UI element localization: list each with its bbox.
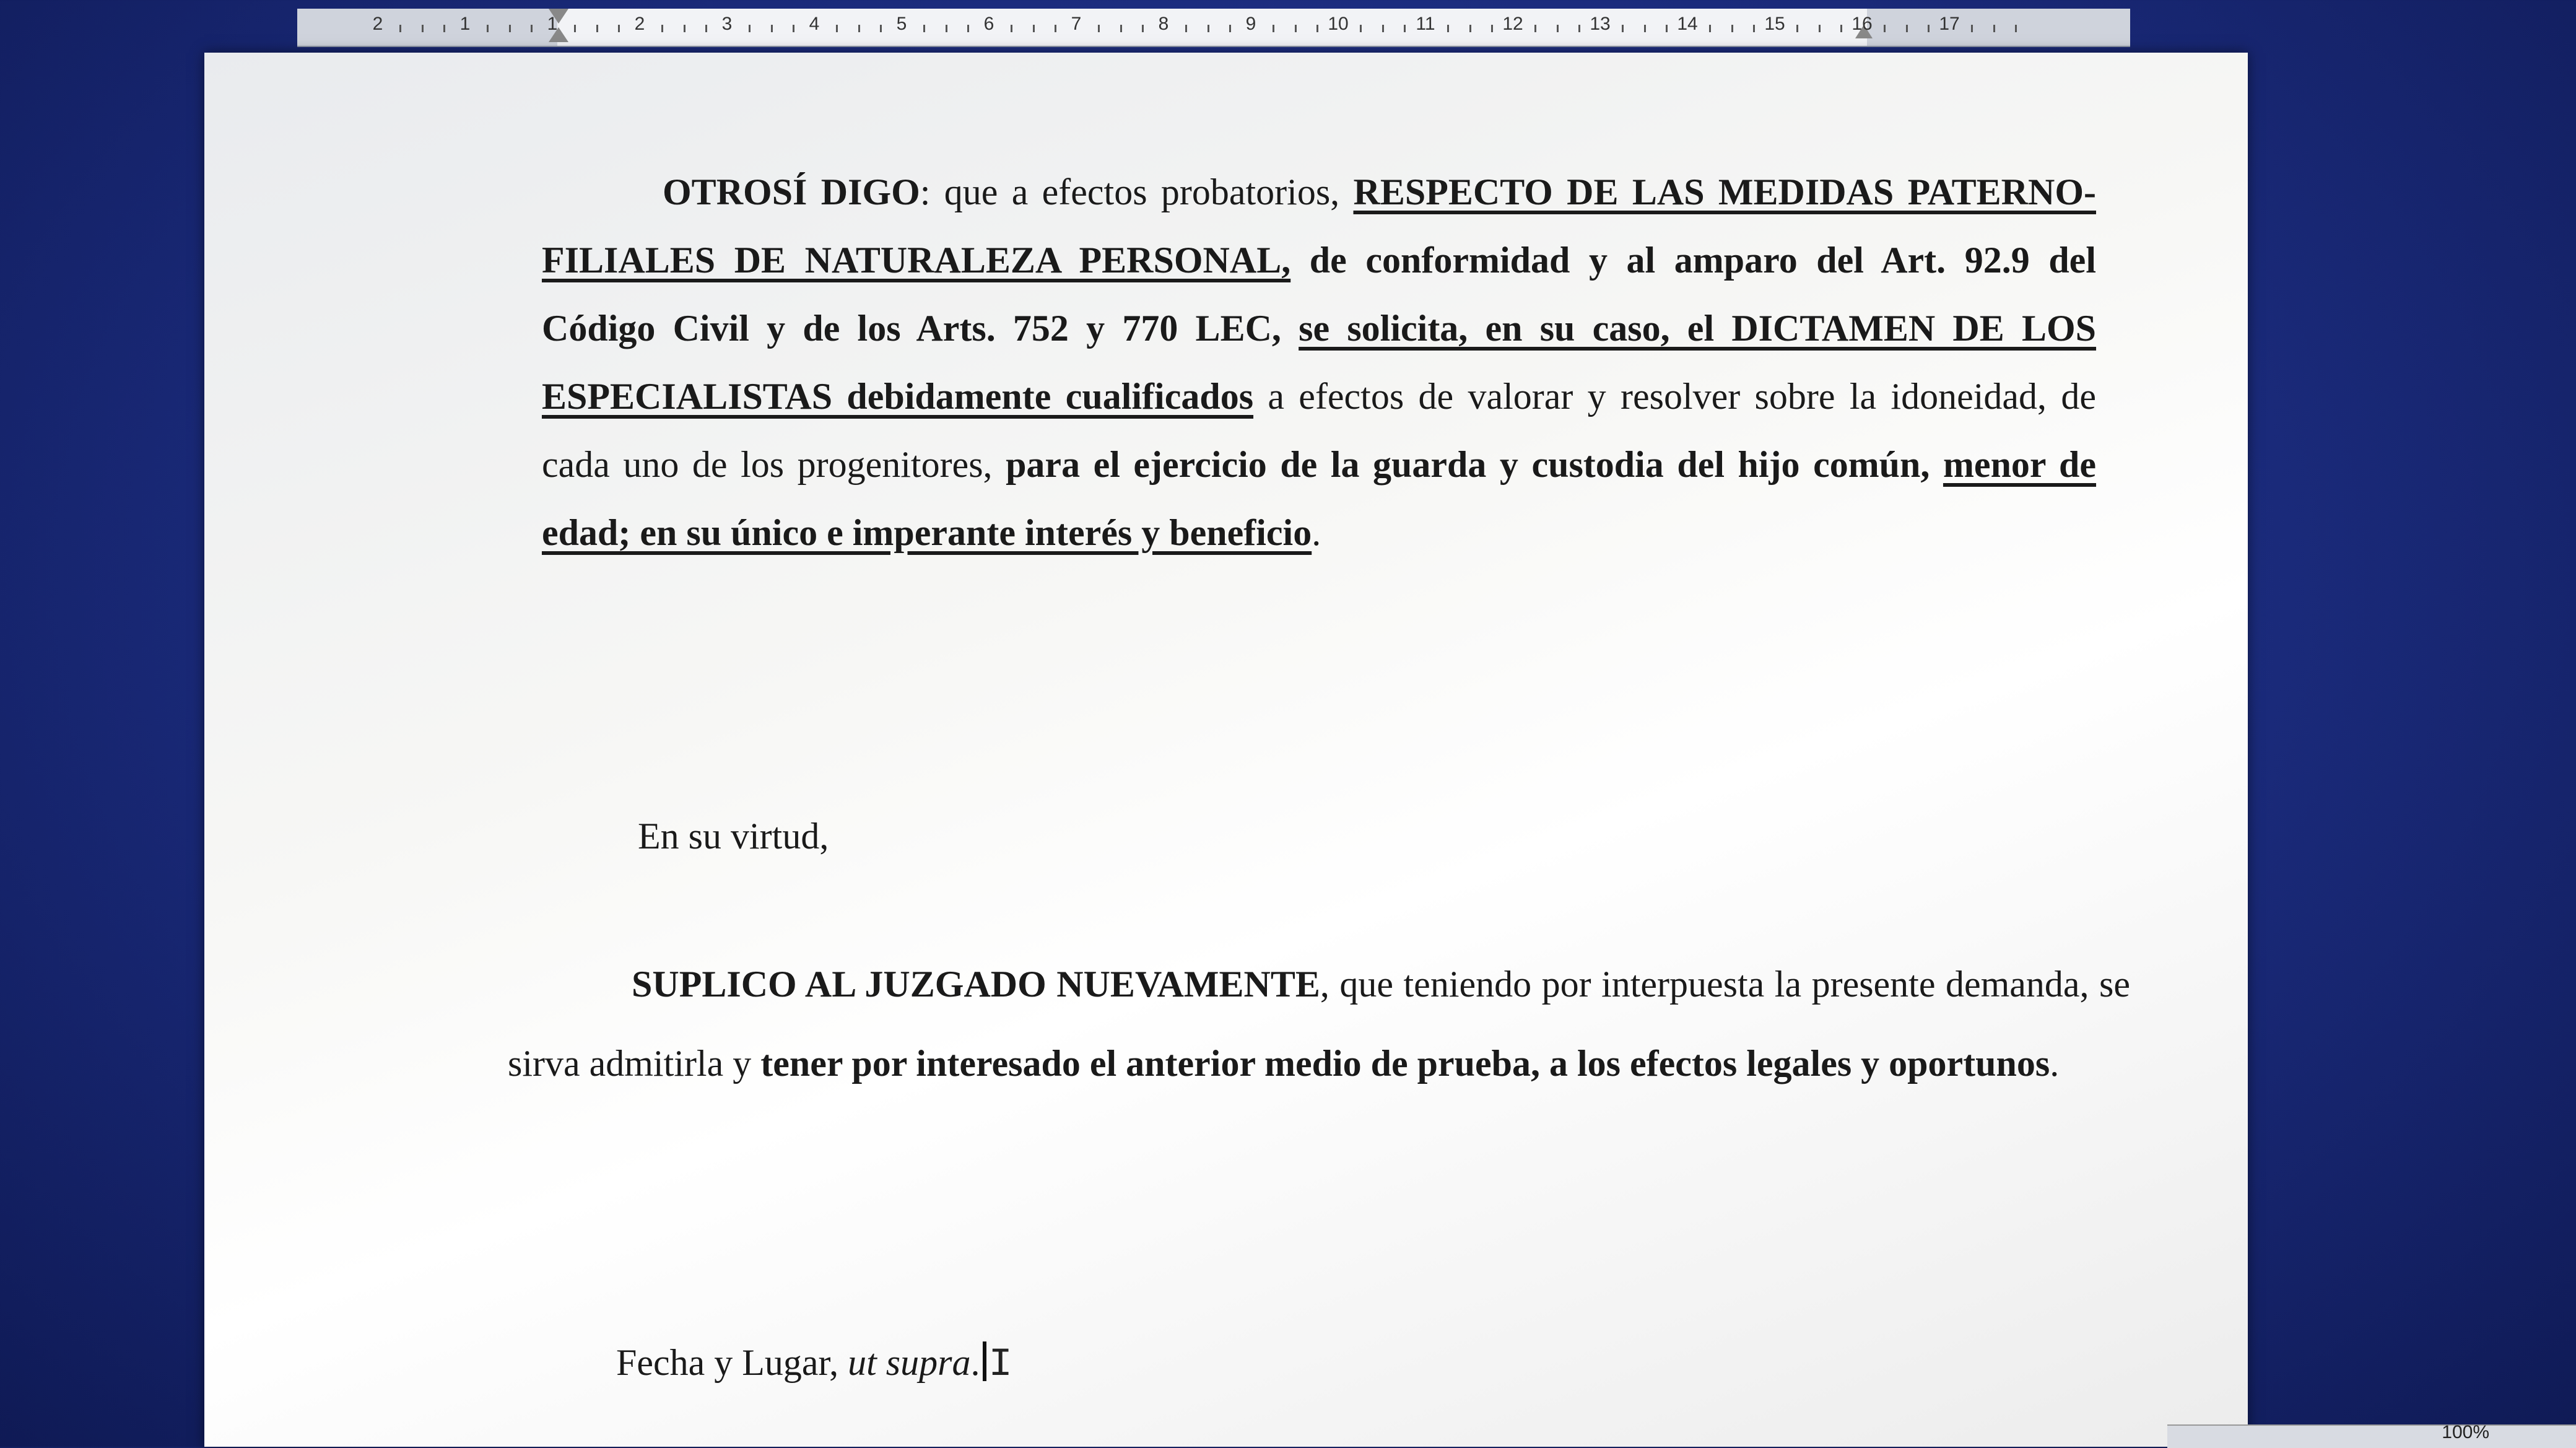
ruler-tick: [1993, 25, 1995, 32]
ruler-tick: [1796, 25, 1798, 32]
ruler-number: 17: [1939, 14, 1960, 34]
ruler-tick: [1884, 25, 1886, 32]
ruler-number: 2: [372, 14, 383, 34]
text-span: [1930, 444, 1943, 485]
ruler-tick: [1404, 25, 1406, 32]
ruler-tick: [1055, 25, 1056, 32]
ruler-number: 2: [634, 14, 645, 34]
text-span-bold: tener por interesado el anterior medio de prueba, a los efectos legales y oportunos: [760, 1043, 2050, 1084]
otrosi-heading: OTROSÍ DIGO: [663, 172, 920, 212]
ruler-tick: [443, 25, 445, 32]
ruler-tick: [1491, 25, 1493, 32]
ruler-number: 1: [459, 14, 471, 34]
ruler-tick: [1120, 25, 1122, 32]
ruler-tick: [509, 25, 511, 32]
ruler-tick: [1011, 25, 1012, 32]
text-span: , que teniendo por interpuesta la presente demanda, se sirva admitirla y: [508, 964, 2131, 1084]
ruler-number: 7: [1071, 14, 1082, 34]
ruler-number: 12: [1502, 14, 1523, 34]
ruler-tick: [1295, 25, 1297, 32]
ruler-tick: [1316, 25, 1318, 32]
ruler-tick: [618, 25, 620, 32]
ruler-tick: [705, 25, 707, 32]
ruler-tick: [1273, 25, 1274, 32]
text-cursor: [983, 1341, 986, 1381]
ruler-tick: [1469, 25, 1471, 32]
ruler-tick: [531, 25, 533, 32]
ruler-tick: [1819, 25, 1821, 32]
paragraph-en-su-virtud: [638, 802, 1567, 870]
suplico-heading: SUPLICO AL JUZGADO NUEVAMENTE: [632, 964, 1320, 1005]
ruler-tick: [1753, 25, 1755, 32]
ruler-tick: [1928, 25, 1930, 32]
ruler-number: 6: [983, 14, 994, 34]
text-span-bold-underline: se solicita, en su caso, el DICTAMEN DE LOS ESPECIALISTAS debidamente cualificados: [542, 308, 2097, 417]
text-span: : que a efectos probatorios,: [920, 172, 1354, 212]
document-page[interactable]: [204, 53, 2248, 1447]
ruler-tick: [1644, 25, 1646, 32]
ruler-tick: [923, 25, 925, 32]
ruler-tick: [1666, 25, 1668, 32]
text-span-bold: para el ejercicio de la guarda y custodia del hijo común,: [1006, 444, 1930, 485]
text-span-bold-underline: menor de edad; en su único e imperante interés y beneficio: [542, 444, 2097, 553]
ruler-tick: [1098, 25, 1100, 32]
ruler-number: 3: [721, 14, 733, 34]
ruler-number: 15: [1764, 14, 1785, 34]
ruler-tick: [596, 25, 598, 32]
ruler-tick: [967, 25, 969, 32]
ruler-number: 10: [1328, 14, 1349, 34]
ruler-tick: [487, 25, 489, 32]
paragraph-fecha: [616, 1328, 1545, 1399]
text-span: .: [2050, 1043, 2060, 1084]
ruler-number: 16: [1852, 14, 1873, 34]
ibeam-pointer-icon: I: [988, 1343, 1012, 1387]
text-span: .: [1312, 512, 1321, 553]
text-span: [1281, 308, 1299, 349]
status-bar: [2167, 1424, 2576, 1448]
ruler-tick: [1906, 25, 1908, 32]
horizontal-ruler[interactable]: [557, 9, 1867, 47]
ruler-tick: [880, 25, 882, 32]
ruler-tick: [946, 25, 947, 32]
ruler-tick: [2015, 25, 2017, 32]
ruler-tick: [1622, 25, 1624, 32]
text-span-bold-underline: RESPECTO DE LAS MEDIDAS PATERNO-FILIALES DE NATURALEZA PERSONAL,: [542, 172, 2096, 281]
text-span-bold: de conformidad y al amparo del Art. 92.9 del Código Civil y de los Arts. 752 y 770 LEC,: [542, 240, 2096, 349]
paragraph-otrosi: [542, 158, 2096, 567]
text-span-italic: ut supra: [848, 1342, 971, 1383]
ruler-tick: [574, 25, 576, 32]
ruler-tick: [399, 25, 401, 32]
ruler-tick: [749, 25, 751, 32]
ruler-tick: [1185, 25, 1187, 32]
ruler-number: 13: [1590, 14, 1611, 34]
text-span: Fecha y Lugar,: [616, 1342, 848, 1383]
ruler-number: 11: [1416, 14, 1435, 34]
ruler-number: 9: [1245, 14, 1256, 34]
ruler-tick: [1731, 25, 1733, 32]
ruler-number: 14: [1677, 14, 1698, 34]
ruler-tick: [1447, 25, 1449, 32]
ruler-tick: [1208, 25, 1209, 32]
ruler-tick: [1840, 25, 1842, 32]
ruler-number: 1: [547, 14, 558, 34]
ruler-number: 8: [1158, 14, 1169, 34]
ruler-tick: [771, 25, 773, 32]
ruler-tick: [1360, 25, 1362, 32]
text-span: En su virtud,: [638, 816, 829, 857]
ruler-tick: [1578, 25, 1580, 32]
paragraph-suplico: [508, 944, 2130, 1103]
ruler-tick: [1229, 25, 1231, 32]
ruler-tick: [1033, 25, 1035, 32]
ruler-tick: [1534, 25, 1536, 32]
ruler-tick: [661, 25, 663, 32]
ruler-tick: [1382, 25, 1384, 32]
ruler-tick: [422, 25, 424, 32]
zoom-level[interactable]: 100%: [2442, 1422, 2489, 1442]
ruler-tick: [1142, 25, 1144, 32]
ruler-tick: [1557, 25, 1559, 32]
ruler-tick: [684, 25, 685, 32]
ruler-tick: [1971, 25, 1973, 32]
ruler-tick: [1709, 25, 1711, 32]
ruler-tick: [793, 25, 794, 32]
ruler-number: 4: [809, 14, 820, 34]
ruler-tick: [836, 25, 838, 32]
ruler-number: 5: [896, 14, 907, 34]
text-span: a efectos de valorar y resolver sobre la idoneidad, de cada uno de los progenitores,: [542, 376, 2096, 485]
text-span: .: [970, 1342, 980, 1383]
ruler-tick: [858, 25, 860, 32]
